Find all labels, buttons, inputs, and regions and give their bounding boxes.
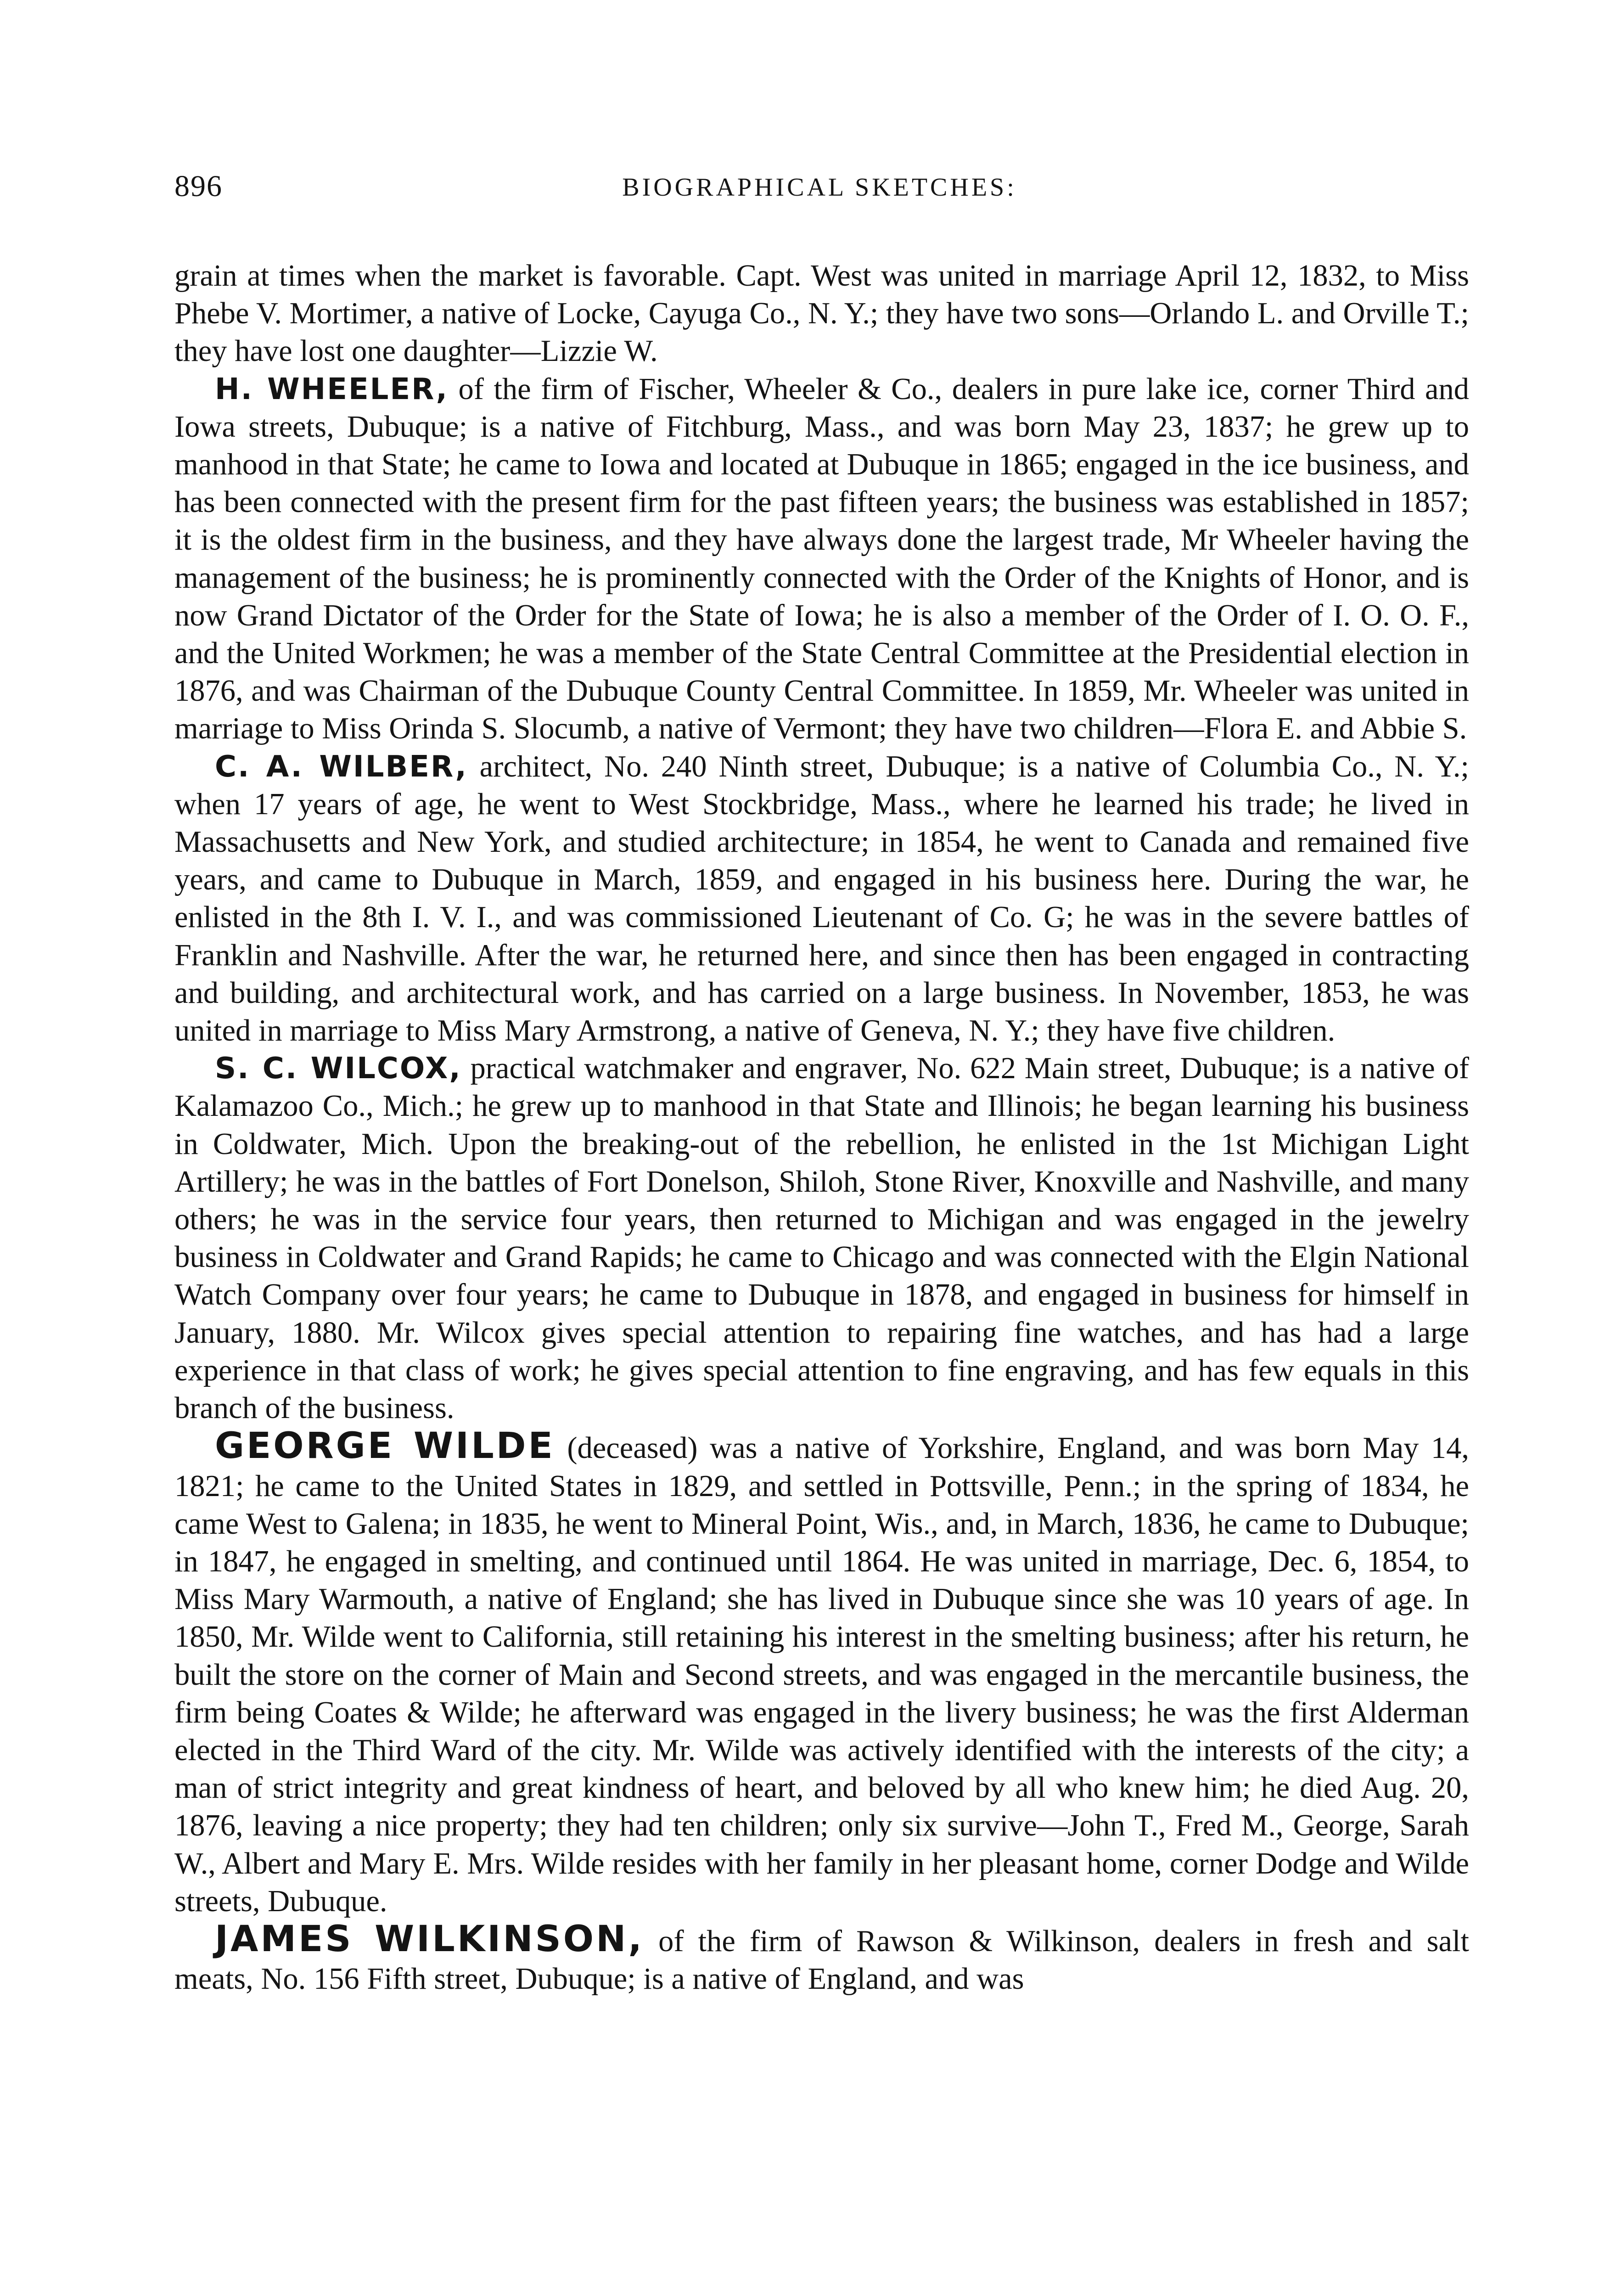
- entry-name: H. WHEELER,: [215, 372, 449, 406]
- running-head: BIOGRAPHICAL SKETCHES:: [622, 173, 1017, 202]
- entry-wilkinson: [174, 1920, 1469, 1998]
- entry-name: JAMES WILKINSON,: [215, 1918, 645, 1960]
- paragraph-continued: [174, 257, 1469, 371]
- entry-wheeler: [174, 371, 1469, 748]
- entry-name: S. C. WILCOX,: [215, 1052, 462, 1086]
- entry-text: of the firm of Fischer, Wheeler & Co., dealers in pure lake ice, corner Third and Iowa streets, Dubuque; is a native of Fitchburg, Mass., and was born May 23, 1837; he grew up to manhood in that State; he came to Iowa and located at Dubuque in 1865; engaged in the ice business, and has been connected with the present firm for the past fifteen years; the business was established in 1857; it is the oldest firm in the business, and they have always done the largest trade, Mr Wheeler having the management of the business; he is prominently connected with the Order of the Knights of Honor, and is now Grand Dictator of the Order for the State of Iowa; he is also a member of the Order of I. O. O. F., and the United Workmen; he was a member of the State Central Committee at the Presidential election in 1876, and was Chairman of the Dubuque County Central Committee. In 1859, Mr. Wheeler was united in marriage to Miss Orinda S. Slocumb, a native of Vermont; they have two children—Flora E. and Abbie S.: [174, 372, 1470, 746]
- entry-name: GEORGE WILDE: [215, 1425, 555, 1467]
- entry-wilde: [174, 1427, 1469, 1920]
- page-number: 896: [174, 169, 223, 203]
- entry-text: architect, No. 240 Ninth street, Dubuque; is a native of Columbia Co., N. Y.; when 17 years of age, he went to West Stockbridge, Mass., where he learned his trade; he lived in Massachusetts and New York, and studied architecture; in 1854, he went to Canada and remained five years, and came to Dubuque in March, 1859, and engaged in his business here. During the war, he enlisted in the 8th I. V. I., and was commissioned Lieutenant of Co. G; he was in the severe battles of Franklin and Nashville. After the war, he returned here, and since then has been engaged in contracting and building, and architectural work, and has carried on a large business. In November, 1853, he was united in marriage to Miss Mary Armstrong, a native of Geneva, N. Y.; they have five children.: [174, 749, 1470, 1048]
- entry-text: (deceased) was a native of Yorkshire, England, and was born May 14, 1821; he came to the United States in 1829, and settled in Pottsville, Penn.; in the spring of 1834, he came West to Galena; in 1835, he went to Mineral Point, Wis., and, in March, 1836, he came to Dubuque; in 1847, he engaged in smelting, and continued until 1864. He was united in marriage, Dec. 6, 1854, to Miss Mary Warmouth, a native of England; she has lived in Dubuque since she was 10 years of age. In 1850, Mr. Wilde went to California, still retaining his interest in the smelting business; after his return, he built the store on the corner of Main and Second streets, and was engaged in the mercantile business, the firm being Coates & Wilde; he afterward was engaged in the livery business; he was the first Alderman elected in the Third Ward of the city. Mr. Wilde was actively identified with the interests of the city; a man of strict integrity and great kindness of heart, and beloved by all who knew him; he died Aug. 20, 1876, leaving a nice property; they had ten children; only six survive—John T., Fred M., George, Sarah W., Albert and Mary E. Mrs. Wilde resides with her family in her pleasant home, corner Dodge and Wilde streets, Dubuque.: [174, 1431, 1469, 1918]
- entry-text: practical watchmaker and engraver, No. 622 Main street, Dubuque; is a native of Kalamazoo Co., Mich.; he grew up to manhood in that State and Illinois; he began learning his business in Coldwater, Mich. Upon the breaking-out of the rebellion, he enlisted in the 1st Michigan Light Artillery; he was in the battles of Fort Donelson, Shiloh, Stone River, Knoxville and Nashville, and many others; he was in the service four years, then returned to Michigan and was engaged in the jewelry business in Coldwater and Grand Rapids; he came to Chicago and was connected with the Elgin National Watch Company over four years; he came to Dubuque in 1878, and engaged in business for himself in January, 1880. Mr. Wilcox gives special attention to repairing fine watches, and has had a large experience in that class of work; he gives special attention to fine engraving, and has few equals in this branch of the business.: [174, 1052, 1469, 1425]
- entry-text: of the firm of Rawson & Wilkinson, dealers in fresh and salt meats, No. 156 Fifth street, Dubuque; is a native of England, and was: [174, 1924, 1469, 1996]
- entry-name: C. A. WILBER,: [215, 749, 468, 784]
- page-header: [174, 169, 1464, 210]
- body-text: [174, 257, 1469, 1998]
- entry-wilber: [174, 748, 1469, 1050]
- paragraph-text: grain at times when the market is favorable. Capt. West was united in marriage April 12, 1832, to Miss Phebe V. Mortimer, a native of Locke, Cayuga Co., N. Y.; they have two sons—Orlando L. and Orville T.; they have lost one daughter—Lizzie W.: [174, 259, 1470, 368]
- entry-wilcox: [174, 1050, 1469, 1427]
